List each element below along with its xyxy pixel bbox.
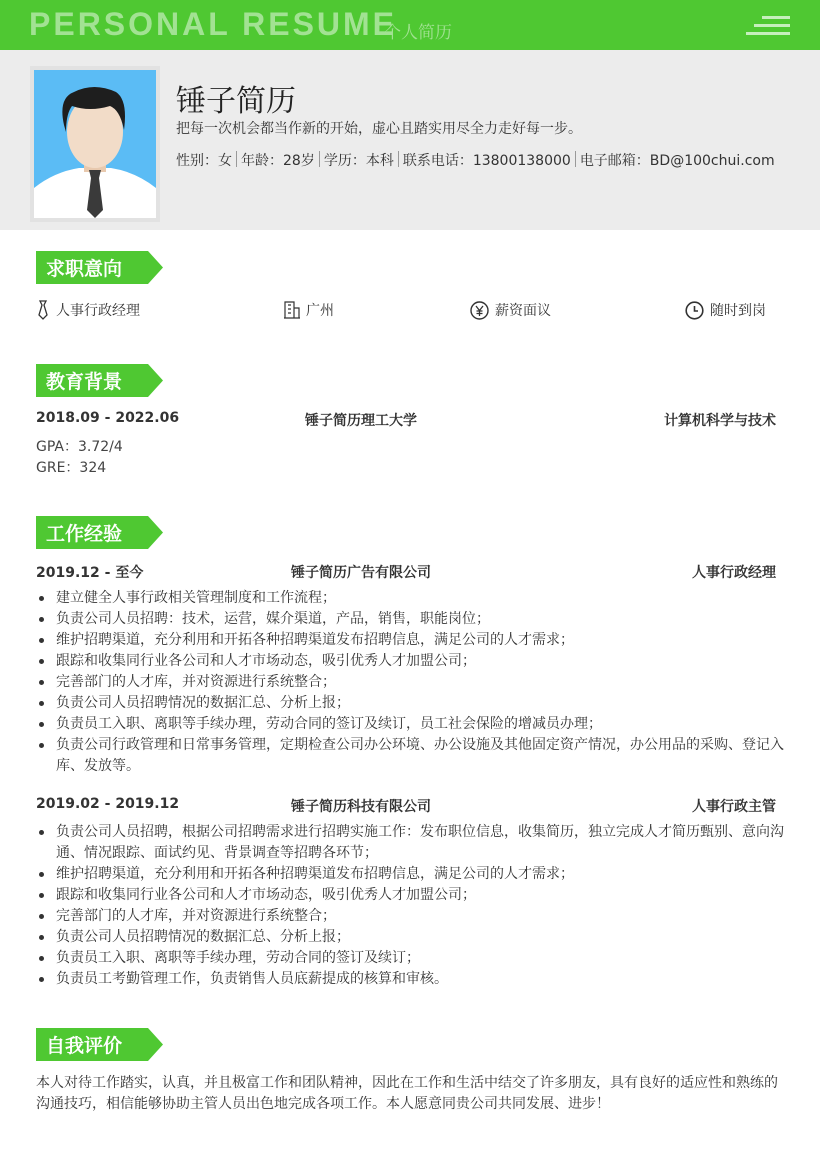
profile-header <box>0 50 820 230</box>
list-item: 负责员工考勤管理工作，负责销售人员底薪提成的核算和审核。 <box>36 969 786 990</box>
list-item: 负责员工入职、离职等手续办理，劳动合同的签订及续订； <box>36 948 786 969</box>
candidate-name: 锤子简历 <box>176 84 296 119</box>
education-period: 2018.09 - 2022.06 <box>36 410 180 426</box>
intent-position: 人事行政经理 <box>36 300 140 320</box>
work-duties-list <box>36 822 786 990</box>
job-intent-row <box>36 300 776 322</box>
education-school: 锤子简历理工大学 <box>305 413 417 429</box>
avatar <box>30 66 160 222</box>
gre: GRE：324 <box>36 460 107 476</box>
intent-salary: 薪资面议 <box>470 300 551 320</box>
degree: 学历：本科 <box>323 153 394 169</box>
list-item: 建立健全人事行政相关管理制度和工作流程； <box>36 588 786 609</box>
list-item: 负责员工入职、离职等手续办理，劳动合同的签订及续订，员工社会保险的增减员办理； <box>36 714 786 735</box>
email: 电子邮箱：BD@100chui.com <box>579 153 775 169</box>
menu-icon[interactable] <box>746 16 790 36</box>
basic-info <box>176 150 775 170</box>
title-cn: 个人简历 <box>384 23 452 43</box>
intent-city: 广州 <box>284 300 334 320</box>
list-item: 负责公司行政管理和日常事务管理，定期检查公司办公环境、办公设施及其他固定资产情况，办公用品的采购、登记入库、发放等。 <box>36 735 786 777</box>
list-item: 负责公司人员招聘情况的数据汇总、分析上报； <box>36 693 786 714</box>
section-header-work: 工作经验 <box>36 516 163 549</box>
section-header-self: 自我评价 <box>36 1028 163 1061</box>
gender: 性别：女 <box>176 153 232 169</box>
list-item: 跟踪和收集同行业各公司和人才市场动态，吸引优秀人才加盟公司； <box>36 651 786 672</box>
section-header-education: 教育背景 <box>36 364 163 397</box>
building-icon <box>284 301 300 319</box>
intent-availability: 随时到岗 <box>685 300 766 320</box>
motto: 把每一次机会都当作新的开始，虚心且踏实用尽全力走好每一步。 <box>176 121 582 137</box>
title-en: PERSONAL RESUME <box>29 6 398 42</box>
section-header-intent: 求职意向 <box>36 251 163 284</box>
list-item: 负责公司人员招聘情况的数据汇总、分析上报； <box>36 927 786 948</box>
list-item: 负责公司人员招聘：技术，运营，媒介渠道，产品，销售，职能岗位； <box>36 609 786 630</box>
list-item: 完善部门的人才库，并对资源进行系统整合； <box>36 906 786 927</box>
tie-icon <box>36 300 50 320</box>
phone: 联系电话：13800138000 <box>402 153 571 169</box>
self-evaluation: 本人对待工作踏实，认真，并且极富工作和团队精神，因此在工作和生活中结交了许多朋友，具有良好的适应性和熟练的沟通技巧，相信能够协助主管人员出色地完成各项工作。本人愿意同贵公司共同发展、进步！ <box>36 1075 778 1112</box>
yen-icon <box>470 301 489 320</box>
work-duties-list <box>36 588 786 777</box>
education-major: 计算机科学与技术 <box>664 413 776 429</box>
list-item: 跟踪和收集同行业各公司和人才市场动态，吸引优秀人才加盟公司； <box>36 885 786 906</box>
clock-icon <box>685 301 704 320</box>
list-item: 维护招聘渠道，充分利用和开拓各种招聘渠道发布招聘信息，满足公司的人才需求； <box>36 864 786 885</box>
age: 年龄：28岁 <box>241 153 315 169</box>
top-bar <box>0 0 820 50</box>
list-item: 完善部门的人才库，并对资源进行系统整合； <box>36 672 786 693</box>
list-item: 维护招聘渠道，充分利用和开拓各种招聘渠道发布招聘信息，满足公司的人才需求； <box>36 630 786 651</box>
list-item: 负责公司人员招聘，根据公司招聘需求进行招聘实施工作：发布职位信息，收集简历，独立完成人才简历甄别、意向沟通、情况跟踪、面试约见、背景调查等招聘各环节； <box>36 822 786 864</box>
gpa: GPA：3.72/4 <box>36 439 123 455</box>
